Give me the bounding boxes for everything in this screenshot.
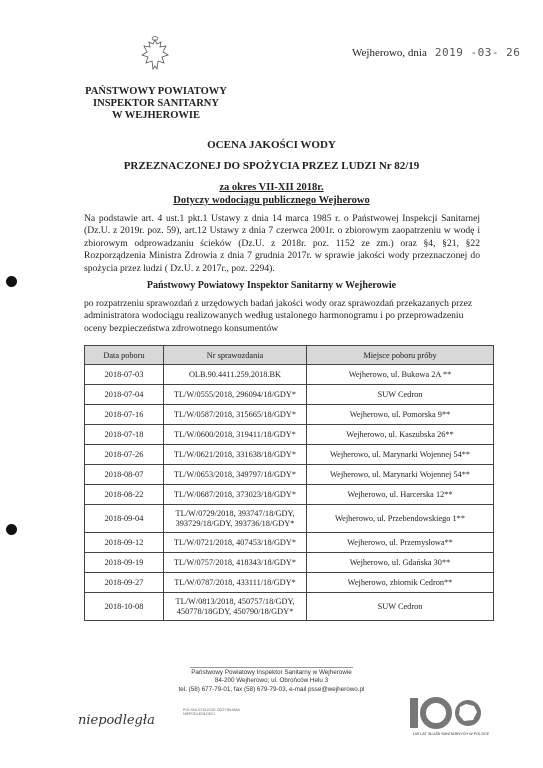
column-header-report: Nr sprawozdania (164, 346, 307, 365)
cell-place: Wejherowo, ul. Gdańska 30** (307, 553, 494, 573)
table-row (85, 573, 494, 593)
authority-line: INSPEKTOR SANITARNY (93, 98, 219, 109)
cell-report: TL/W/0729/2018, 393747/18/GDY, 393729/18/GDY, 393736/18/GDY* (164, 505, 307, 533)
table-row (85, 385, 494, 405)
binder-hole-mark (6, 524, 17, 535)
cell-place: Wejherowo, ul. Przemysłowa** (307, 533, 494, 553)
cell-report: TL/W/0555/2018, 296094/18/GDY* (164, 385, 307, 405)
cell-report: TL/W/0813/2018, 450757/18/GDY, 450778/18GDY, 450790/18/GDY* (164, 593, 307, 621)
cell-date: 2018-07-18 (85, 425, 164, 445)
legal-basis-paragraph: Na podstawie art. 4 ust.1 pkt.1 Ustawy z dnia 14 marca 1985 r. o Państwowej Inspekcji Sanitarnej (Dz.U. z 2019r. poz. 59), art.12 Ustawy z dnia 7 czerwca 2001r. o zbiorowym zaopatrzeniu w wodę i zbiorowym odprowadzaniu ścieków (Dz.U. z 2018r. poz. 1152 ze zm.) oraz §4, §21, §22 Rozporządzenia Ministra Zdrowia z dnia 7 grudnia 2017r. w sprawie jakości wody przeznaczonej do spożycia przez ludzi ( Dz.U. z 2017r., poz. 2294). (84, 213, 480, 274)
cell-date: 2018-08-22 (85, 485, 164, 505)
cell-place: Wejherowo, ul. Kaszubska 26** (307, 425, 494, 445)
samples-table (84, 345, 494, 621)
cell-date: 2018-07-16 (85, 405, 164, 425)
cell-place: SUW Cedron (307, 385, 494, 405)
cell-report: TL/W/0757/2018, 418343/18/GDY* (164, 553, 307, 573)
cell-report: TL/W/0587/2018, 315665/18/GDY* (164, 405, 307, 425)
cell-place: Wejherowo, ul. Bukowa 2A ** (307, 365, 494, 385)
cell-date: 2018-08-07 (85, 465, 164, 485)
cell-report: TL/W/0787/2018, 433111/18/GDY* (164, 573, 307, 593)
document-title: OCENA JAKOŚCI WODY (207, 139, 336, 151)
table-row (85, 533, 494, 553)
cell-date: 2018-09-19 (85, 553, 164, 573)
centenary-logo-text: POLSKA STULECIE ODZYSKANIA NIEPODLEGŁOŚCI (183, 708, 240, 717)
authority-line: W WEJHEROWIE (111, 110, 200, 121)
table-row (85, 425, 494, 445)
cell-report: TL/W/0621/2018, 331638/18/GDY* (164, 445, 307, 465)
footer-line: Państwowy Powiatowy Inspektor Sanitarny w Wejherowie (191, 669, 352, 676)
cell-report: TL/W/0600/2018, 319411/18/GDY* (164, 425, 307, 445)
cell-report: TL/W/0653/2018, 349797/18/GDY* (164, 465, 307, 485)
table-row (85, 505, 494, 533)
table-row (85, 405, 494, 425)
table-row (85, 465, 494, 485)
place-label: Wejherowo, dnia (352, 47, 427, 59)
cell-date: 2018-07-04 (85, 385, 164, 405)
table-row (85, 365, 494, 385)
hundred-years-caption: 100 LAT SŁUŻB SANITARNYCH W POLSCE (412, 732, 490, 736)
cell-place: Wejherowo, ul. Przebendowskiego 1** (307, 505, 494, 533)
subject-line: Dotyczy wodociągu publicznego Wejherowo (173, 195, 370, 206)
column-header-date: Data poboru (85, 346, 164, 365)
cell-date: 2018-09-27 (85, 573, 164, 593)
footer-line: tel. (58) 677-79-01, fax (58) 679-79-03, e-mail psse@wejherowo.pl (178, 685, 365, 693)
cell-place: SUW Cedron (307, 593, 494, 621)
cell-report: TL/W/0721/2018, 407453/18/GDY* (164, 533, 307, 553)
cell-place: Wejherowo, ul. Pomorska 9** (307, 405, 494, 425)
document-subtitle: PRZEZNACZONEJ DO SPOŻYCIA PRZEZ LUDZI Nr 82/19 (123, 160, 420, 172)
cell-place: Wejherowo, zbiornik Cedron** (307, 573, 494, 593)
table-header-row (85, 346, 494, 365)
intro-paragraph: po rozpatrzeniu sprawozdań z urzędowych badań jakości wody oraz sprawozdań przekazanych przez administratora wodociągu realizowanych według ustalonego harmonogramu i po przeprowadzeniu oceny bezpieczeństwa zdrowotnego konsumentów (84, 298, 473, 334)
cell-date: 2018-09-04 (85, 505, 164, 533)
assessment-period: za okres VII-XII 2018r. (219, 182, 324, 193)
hundred-years-logo-icon (408, 696, 488, 730)
eagle-emblem-icon (140, 36, 170, 74)
footer-contact (0, 669, 543, 694)
cell-place: Wejherowo, ul. Marynarki Wojennej 54** (307, 445, 494, 465)
issuing-authority (72, 86, 240, 122)
column-header-place: Miejsce poboru próby (307, 346, 494, 365)
cell-place: Wejherowo, ul. Marynarki Wojennej 54** (307, 465, 494, 485)
cell-date: 2018-09-12 (85, 533, 164, 553)
footer-divider (190, 667, 353, 668)
cell-date: 2018-07-26 (85, 445, 164, 465)
niepodlegla-logo: niepodległa (78, 713, 155, 728)
place-date-line (352, 46, 520, 59)
issuer-line: Państwowy Powiatowy Inspektor Sanitarny w Wejherowie (146, 280, 397, 291)
table-row (85, 485, 494, 505)
date-stamp: 2019 -03- 26 (434, 46, 521, 59)
table-row (85, 553, 494, 573)
cell-place: Wejherowo, ul. Harcerska 12** (307, 485, 494, 505)
table-body (85, 365, 494, 621)
cell-report: OLB.90.4411.259.2018.BK (164, 365, 307, 385)
table-row (85, 593, 494, 621)
cell-date: 2018-10-08 (85, 593, 164, 621)
cell-report: TL/W/0687/2018, 373023/18/GDY* (164, 485, 307, 505)
cell-date: 2018-07-03 (85, 365, 164, 385)
authority-line: PAŃSTWOWY POWIATOWY (85, 86, 227, 97)
table-row (85, 445, 494, 465)
footer-line: 84-200 Wejherowo; ul. Obrońców Helu 3 (214, 677, 329, 685)
